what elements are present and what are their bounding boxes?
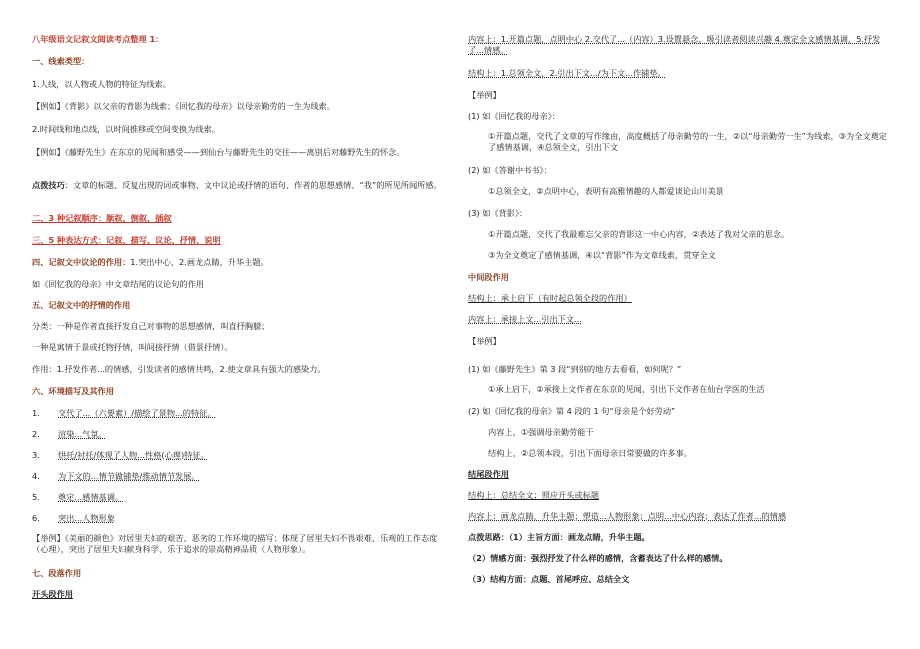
paragraph: 结构上：1.总领全文，2.引出下文.../为下文...作铺垫。 xyxy=(468,68,666,78)
section-heading: 四、记叙文中议论的作用： xyxy=(32,257,131,267)
paragraph: 一种是寓情于景或托物抒情，叫间接抒情（借景抒情）。 xyxy=(32,342,233,352)
paragraph: ①总领全文，②点明中心，表明有高雅情趣的人都爱谈论山川美景 xyxy=(488,186,724,196)
paragraph: 如《回忆我的母亲》中文章结尾的议论句的作用 xyxy=(32,279,204,289)
list-item xyxy=(32,408,216,419)
paragraph: (2) 如《答谢中书书》： xyxy=(468,165,552,175)
tip-paragraph: 点拨技巧：文章的标题、反复出现的词或事物、文中议论或抒情的语句、作者的思想感情、“我”的所见所闻所感。 xyxy=(32,180,442,190)
example-heading: 【举例】 xyxy=(468,336,501,346)
section-heading: 七、段落作用 xyxy=(32,568,82,578)
paragraph: 内容上：画龙点睛，升华主题；塑造...人物形象；点明...中心内容；表达了作者...的情感 xyxy=(468,511,787,521)
paragraph: 结构上：承上启下（有时起总领全段的作用） xyxy=(468,293,632,303)
section-heading: 二、3 种记叙顺序：顺叙、倒叙、插叙 xyxy=(32,213,172,223)
list-item xyxy=(32,492,123,503)
list-item xyxy=(32,450,209,461)
paragraph: 结构上，②总领本段，引出下面母亲日常要做的许多事。 xyxy=(488,448,692,458)
paragraph: ①承上启下，②承接上文作者在东京的见闻，引出下文作者在仙台学医的生活 xyxy=(488,384,765,394)
list-number: 4. xyxy=(32,471,40,481)
paragraph: 【举例】《美丽的颜色》对居里夫妇的艰苦、恶劣的工作环境的描写：体现了居里夫妇不畏艰难、乐观的工作态度（心理），突出了居里夫妇献身科学、乐于追求的崇高精神品质（人物形象）。 xyxy=(32,533,438,554)
paragraph: 作用：1.抒发作者...的情感，引发读者的感情共鸣，2.使文章具有强大的感染力。 xyxy=(32,364,326,374)
section-heading: 一、线索类型： xyxy=(32,56,90,66)
list-number: 6. xyxy=(32,513,40,523)
doc-title: 八年级语文记叙文阅读考点整理 1： xyxy=(32,34,164,44)
section-line xyxy=(32,257,269,268)
paragraph: (3) 如《背影》： xyxy=(468,208,528,218)
list-item xyxy=(32,471,200,482)
list-text: 突出...人物形象 xyxy=(58,513,115,523)
list-text: 渲染...气氛。 xyxy=(58,429,107,439)
paragraph: 分类：一种是作者直接抒发自己对事物的思想感情，叫直抒胸臆； xyxy=(32,321,270,331)
list-number: 2. xyxy=(32,429,40,439)
sub-heading: 结尾段作用 xyxy=(468,469,509,479)
tip-paragraph: 点拨思路：（1）主旨方面：画龙点睛，升华主题。 xyxy=(468,532,650,542)
paragraph: 内容上，①强调母亲勤劳能干 xyxy=(488,427,594,437)
list-text: 为下文的...情节做铺垫/推动情节发展。 xyxy=(58,471,200,481)
list-text: 烘托/衬托/体现了人物...性格(心理)特征。 xyxy=(58,450,209,460)
sub-heading: 中间段作用 xyxy=(468,272,509,282)
paragraph: ①开篇点题，交代了我最难忘父亲的背影这一中心内容，②表达了我对父亲的思念。 xyxy=(488,229,790,239)
section-heading: 六、环境描写及其作用 xyxy=(32,386,114,396)
list-item xyxy=(32,429,107,440)
paragraph: 1.突出中心，2.画龙点睛，升华主题。 xyxy=(130,257,269,267)
sub-heading: 开头段作用 xyxy=(32,589,73,599)
paragraph: 1.人线，以人物或人物的特征为线索。 xyxy=(32,79,171,89)
paragraph: ①开篇点题，交代了文章的写作缘由，高度概括了母亲勤劳的一生，②以“母亲勤劳一生”为线索，③为全文奠定了感情基调，④总领全文，引出下文 xyxy=(488,131,887,152)
paragraph: 内容上：承接上文...引出下文... xyxy=(468,314,582,324)
paragraph: 【例如】《背影》以父亲的背影为线索；《回忆我的母亲》以母亲勤劳的一生为线索。 xyxy=(32,101,335,111)
paragraph: 2.时间线和地点线，以时间推移或空间变换为线索。 xyxy=(32,124,220,134)
section-heading: 五、记叙文中的抒情的作用 xyxy=(32,300,131,310)
list-text: 交代了...（六要素）/描绘了景物...的特征。 xyxy=(58,408,216,418)
section-heading: 三、5 种表达方式：记叙、描写、议论、抒情、说明 xyxy=(32,235,221,245)
paragraph: (1) 如《回忆我的母亲》： xyxy=(468,111,560,121)
list-number: 3. xyxy=(32,450,40,460)
tip-text: 文章的标题、反复出现的词或事物、文中议论或抒情的语句、作者的思想感情、“我”的所见所闻所感。 xyxy=(72,180,442,190)
tip-label: 点拨技巧 xyxy=(32,180,65,190)
tip-paragraph: （3）结构方面：点题、首尾呼应、总结全文 xyxy=(468,574,630,584)
paragraph: 结构上：总结全文；照应开头或标题 xyxy=(468,490,600,500)
paragraph: (1) 如《藤野先生》第 3 段“到别的地方去看看，如何呢？” xyxy=(468,364,682,374)
paragraph: ③为全文奠定了感情基调，④以“背影”作为文章线索，贯穿全文 xyxy=(488,250,716,260)
paragraph: (2) 如《回忆我的母亲》第 4 段的 1 句“母亲是个好劳动” xyxy=(468,406,676,416)
paragraph: 内容上：1.开篇点题，点明中心 2.交代了...（内容）3.设置悬念，吸引读者阅读兴趣 4.奠定全文感情基调，5.抒发了...情感。 xyxy=(468,34,881,55)
list-number: 1. xyxy=(32,408,40,418)
list-number: 5. xyxy=(32,492,40,502)
example-heading: 【举例】 xyxy=(468,90,501,100)
paragraph: 【例如】《藤野先生》在东京的见闻和感受——到仙台与藤野先生的交往——离别后对藤野先生的怀念。 xyxy=(32,147,405,157)
tip-paragraph: （2）情感方面：强烈抒发了什么样的感情，含蓄表达了什么样的感情。 xyxy=(468,553,728,563)
list-item xyxy=(32,513,115,524)
list-text: 奠定...感情基调。 xyxy=(58,492,124,502)
